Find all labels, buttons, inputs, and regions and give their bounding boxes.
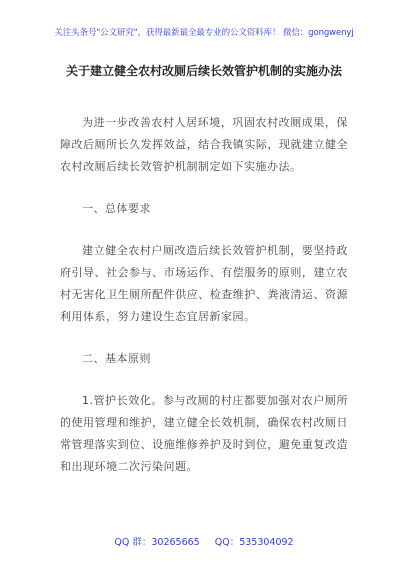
footer-contact <box>0 534 408 548</box>
document-body <box>60 112 348 478</box>
document-title: 关于建立健全农村改厕后续长效管护机制的实施办法 <box>65 64 342 78</box>
section-1-paragraph: 建立健全农村户厕改造后续长效管护机制，要坚持政府引导、社会参与、市场运作、有偿服务的原则，建立农村无害化卫生厕所配件供应、检查维护、粪液清运、资源利用体系，努力建设生态宜居新家园。 <box>60 244 348 323</box>
footer-qq-group: QQ 群：30265665 <box>114 537 200 548</box>
section-2-heading: 二、基本原则 <box>82 352 151 365</box>
intro-paragraph: 为进一步改善农村人居环境，巩固农村改厕成果，保障改后厕所长久发挥效益，结合我镇实际，现就建立健全农村改厕后续长效管护机制制定如下实施办法。 <box>60 116 348 173</box>
footer-qq: QQ：535304092 <box>214 537 294 548</box>
header-notice: 关注头条号"公文研究"，获得最新最全最专业的公文资料库！ 微信：gongwenyj <box>54 28 354 38</box>
section-1-heading: 一、总体要求 <box>82 202 151 215</box>
section-2-item-1: 1.管护长效化。参与改厕的村庄都要加强对农户厕所的使用管理和维护，建立健全长效机制，确保农村改厕日常管理落实到位、设施维修养护及时到位，避免重复改造和出现环境二次污染问题。 <box>60 394 348 473</box>
